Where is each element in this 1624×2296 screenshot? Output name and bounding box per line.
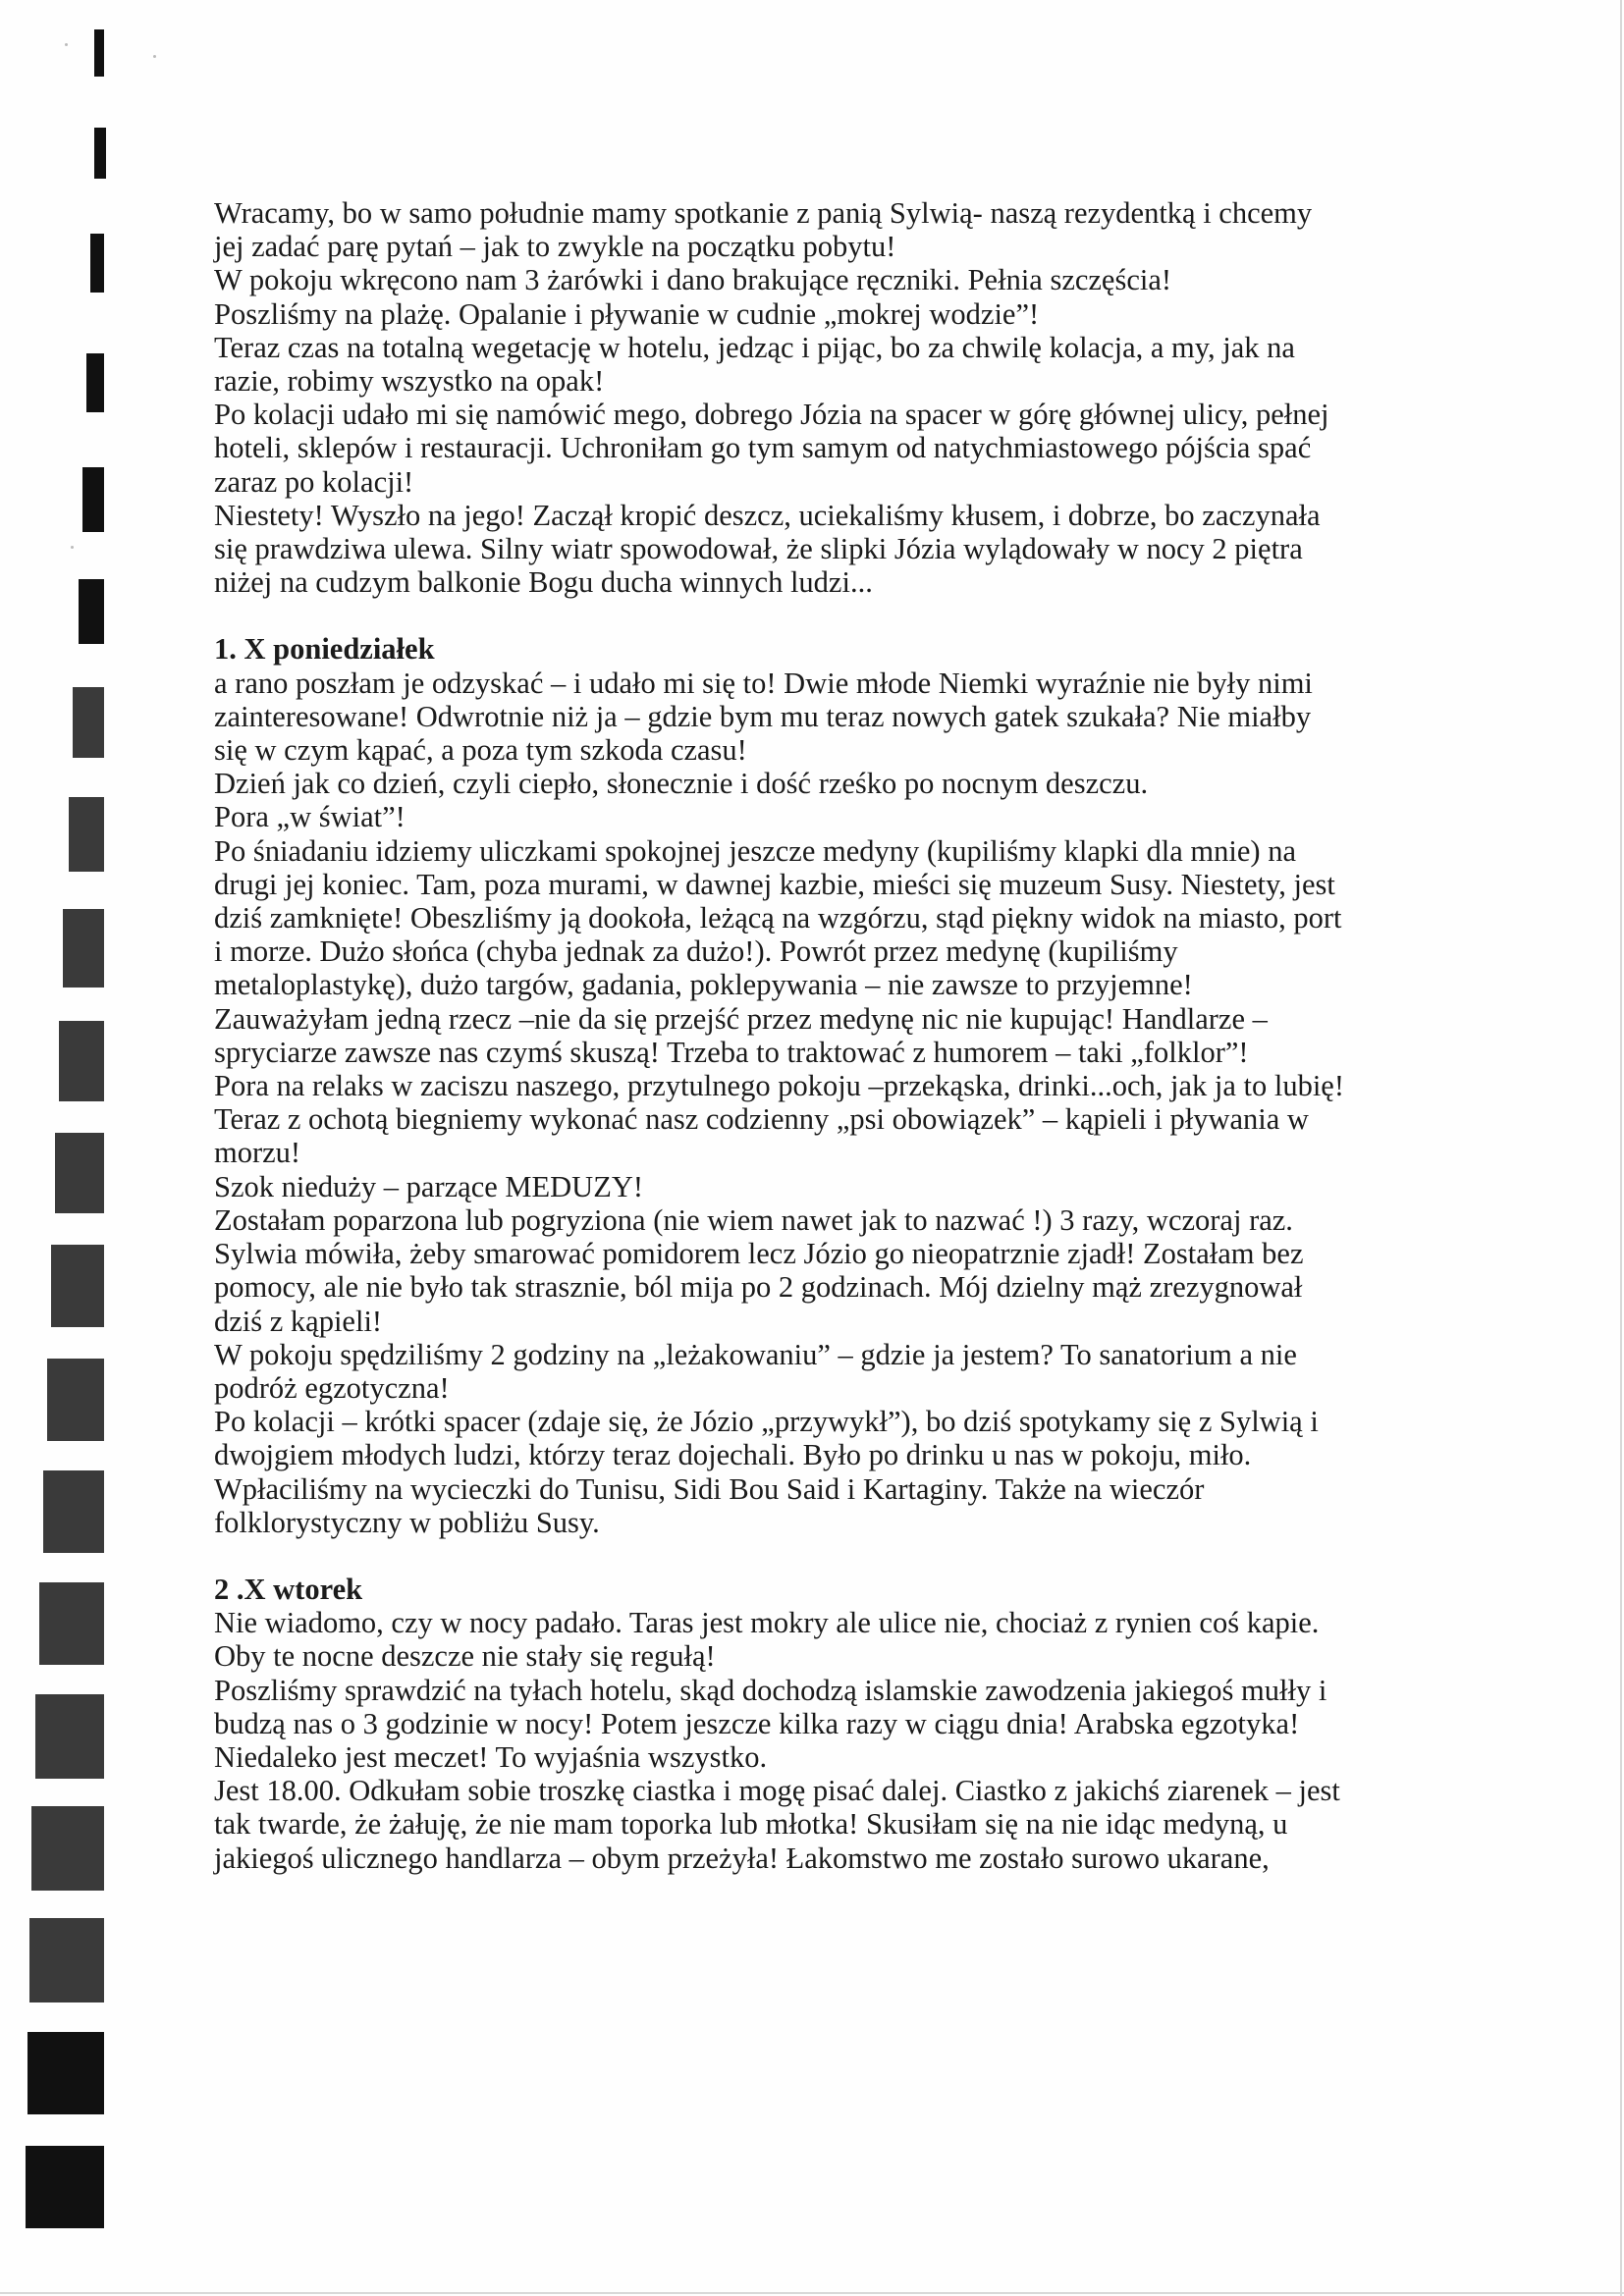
- text-line: Poszliśmy sprawdzić na tyłach hotelu, skąd dochodzą islamskie zawodzenia jakiegoś mułły i: [214, 1673, 1327, 1707]
- text-line: zaraz po kolacji!: [214, 464, 414, 499]
- binding-hole: [73, 687, 104, 758]
- text-line: a rano poszłam je odzyskać – i udało mi się to! Dwie młode Niemki wyraźnie nie były nimi: [214, 666, 1313, 700]
- binding-hole: [69, 797, 104, 872]
- text-line: metaloplastykę), dużo targów, gadania, poklepywania – nie zawsze to przyjemne!: [214, 968, 1193, 1002]
- text-line: dziś zamknięte! Obeszliśmy ją dookoła, leżącą na wzgórzu, stąd piękny widok na miasto, port: [214, 901, 1342, 935]
- text-line: Dzień jak co dzień, czyli ciepło, słonecznie i dość rześko po nocnym deszczu.: [214, 767, 1149, 801]
- binding-hole: [82, 467, 104, 532]
- text-line: Teraz czas na totalną wegetację w hotelu, jedząc i pijąc, bo za chwilę kolacja, a my, jak na: [214, 330, 1295, 364]
- text-line: budzą nas o 3 godzinie w nocy! Potem jeszcze kilka razy w ciągu dnia! Arabska egzotyka!: [214, 1706, 1300, 1740]
- text-line: jakiegoś ulicznego handlarza – obym przeżyła! Łakomstwo me zostało surowo ukarane,: [214, 1841, 1270, 1875]
- text-line: pomocy, ale nie było tak strasznie, ból mija po 2 godzinach. Mój dzielny mąż zrezygnował: [214, 1270, 1303, 1305]
- text-line: Szok nieduży – parzące MEDUZY!: [214, 1169, 644, 1203]
- binding-hole: [86, 353, 104, 412]
- text-line: Sylwia mówiła, żeby smarować pomidorem lecz Józio go nieopatrznie zjadł! Zostałam bez: [214, 1237, 1304, 1271]
- page-edge-bottom: [0, 2292, 1624, 2294]
- binding-hole: [94, 29, 104, 77]
- text-line: Zostałam poparzona lub pogryziona (nie wiem nawet jak to nazwać !) 3 razy, wczoraj raz.: [214, 1202, 1293, 1237]
- text-line: morzu!: [214, 1136, 301, 1170]
- text-line: Pora na relaks w zaciszu naszego, przytulnego pokoju –przekąska, drinki...och, jak ja to lubię!: [214, 1069, 1345, 1103]
- blank-line: [214, 599, 1481, 632]
- text-line: dwojgiem młodych ludzi, którzy teraz dojechali. Było po drinku u nas w pokoju, miło.: [214, 1438, 1252, 1472]
- binding-hole: [79, 579, 104, 644]
- text-line: Pora „w świat”!: [214, 800, 406, 834]
- text-line: folklorystyczny w pobliżu Susy.: [214, 1505, 600, 1539]
- text-line: Po kolacji udało mi się namówić mego, dobrego Józia na spacer w górę głównej ulicy, pełnej: [214, 398, 1329, 432]
- text-line: dziś z kąpieli!: [214, 1304, 383, 1338]
- text-line: Teraz z ochotą biegniemy wykonać nasz codzienny „psi obowiązek” – kąpieli i pływania w: [214, 1102, 1309, 1137]
- binding-hole: [47, 1359, 104, 1441]
- text-line: hoteli, sklepów i restauracji. Uchroniłam go tym samym od natychmiastowego pójścia spać: [214, 431, 1312, 465]
- binding-hole: [63, 909, 104, 988]
- text-line: Po kolacji – krótki spacer (zdaje się, że Józio „przywykł”), bo dziś spotykamy się z Sylwią i: [214, 1405, 1319, 1439]
- text-line: Wracamy, bo w samo południe mamy spotkanie z panią Sylwią- naszą rezydentką i chcemy: [214, 196, 1313, 230]
- scan-speck: [65, 43, 68, 46]
- text-line: jej zadać parę pytań – jak to zwykle na początku pobytu!: [214, 230, 896, 264]
- binding-hole: [35, 1694, 104, 1779]
- binding-hole: [43, 1470, 104, 1553]
- text-line: Oby te nocne deszcze nie stały się regułą!: [214, 1639, 716, 1674]
- text-line: spryciarze zawsze nas czymś skuszą! Trzeba to traktować z humorem – taki „folklor”!: [214, 1035, 1249, 1069]
- binding-holes-strip: [0, 0, 128, 2296]
- text-line: W pokoju wkręcono nam 3 żarówki i dano brakujące ręczniki. Pełnia szczęścia!: [214, 263, 1172, 297]
- section-heading: 1. X poniedziałek: [214, 632, 435, 667]
- binding-hole: [59, 1021, 104, 1101]
- binding-hole: [26, 2146, 104, 2228]
- text-line: razie, robimy wszystko na opak!: [214, 364, 605, 399]
- binding-hole: [39, 1582, 104, 1665]
- text-line: Nie wiadomo, czy w nocy padało. Taras jest mokry ale ulice nie, chociaż z rynien coś kapie.: [214, 1606, 1320, 1640]
- text-line: Po śniadaniu idziemy uliczkami spokojnej jeszcze medyny (kupiliśmy klapki dla mnie) na: [214, 833, 1296, 868]
- binding-hole: [55, 1133, 104, 1213]
- document-body: [214, 196, 1481, 1875]
- text-line: tak twarde, że żałuję, że nie mam toporka lub młotka! Skusiłam się na nie idąc medyną, u: [214, 1807, 1288, 1842]
- text-line: Zauważyłam jedną rzecz –nie da się przejść przez medynę nic nie kupując! Handlarze –: [214, 1001, 1268, 1036]
- text-line: podróż egzotyczna!: [214, 1370, 450, 1405]
- page-edge-right: [1620, 0, 1622, 2296]
- text-line: zainteresowane! Odwrotnie niż ja – gdzie bym mu teraz nowych gatek szukała? Nie miałby: [214, 699, 1312, 733]
- binding-hole: [51, 1245, 104, 1327]
- binding-hole: [27, 2032, 104, 2114]
- section-heading: 2 .X wtorek: [214, 1572, 363, 1606]
- scan-speck: [71, 546, 74, 549]
- text-line: się prawdziwa ulewa. Silny wiatr spowodował, że slipki Józia wylądowały w nocy 2 piętra: [214, 532, 1303, 566]
- text-line: Poszliśmy na plażę. Opalanie i pływanie w cudnie „mokrej wodzie”!: [214, 296, 1040, 331]
- text-line: Jest 18.00. Odkułam sobie troszkę ciastka i mogę pisać dalej. Ciastko z jakichś ziarenek – jest: [214, 1774, 1340, 1808]
- blank-line: [214, 1539, 1481, 1573]
- binding-hole: [94, 128, 106, 179]
- text-line: niżej na cudzym balkonie Bogu ducha winnych ludzi...: [214, 565, 873, 600]
- text-line: drugi jej koniec. Tam, poza murami, w dawnej kazbie, mieści się muzeum Susy. Niestety, jest: [214, 867, 1335, 901]
- binding-hole: [90, 234, 104, 293]
- binding-hole: [31, 1806, 104, 1891]
- text-line: i morze. Dużo słońca (chyba jednak za dużo!). Powrót przez medynę (kupiliśmy: [214, 934, 1178, 969]
- scan-speck: [153, 55, 156, 58]
- text-line: Wpłaciliśmy na wycieczki do Tunisu, Sidi Bou Said i Kartaginy. Także na wieczór: [214, 1471, 1205, 1506]
- text-line: Niedaleko jest meczet! To wyjaśnia wszystko.: [214, 1739, 768, 1774]
- text-line: W pokoju spędziliśmy 2 godziny na „leżakowaniu” – gdzie ja jestem? To sanatorium a nie: [214, 1337, 1297, 1371]
- binding-hole: [29, 1918, 104, 2002]
- text-line: się w czym kąpać, a poza tym szkoda czasu!: [214, 733, 747, 768]
- text-line: Niestety! Wyszło na jego! Zaczął kropić deszcz, uciekaliśmy kłusem, i dobrze, bo zaczynała: [214, 498, 1321, 532]
